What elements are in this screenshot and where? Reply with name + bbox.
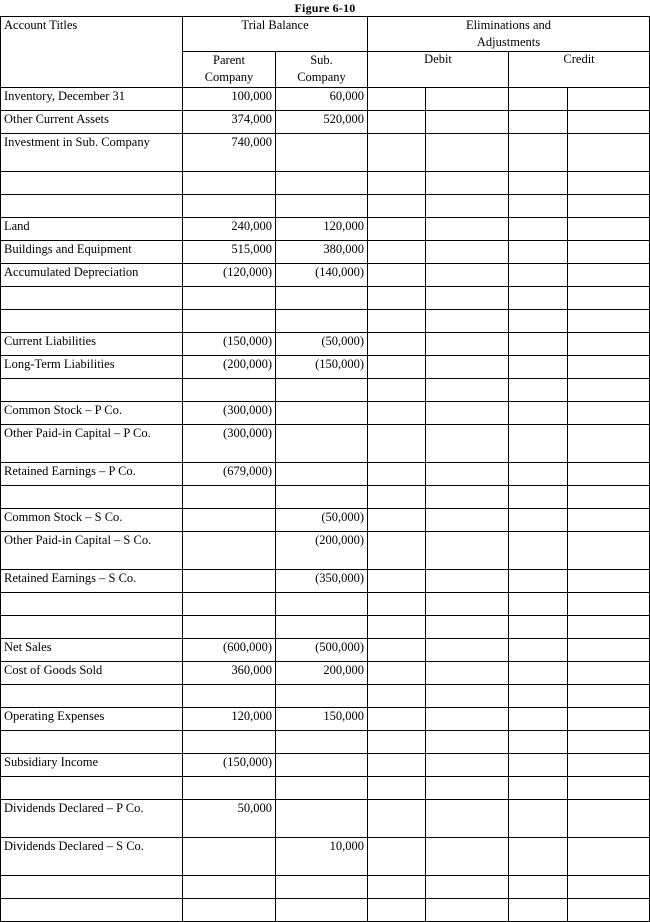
account-title-cell[interactable]: Other Current Assets [1,111,183,134]
account-title-cell[interactable]: Current Liabilities [1,333,183,356]
debit-cell-b[interactable] [426,685,509,708]
table-row [1,509,650,532]
debit-cell-b[interactable] [426,616,509,639]
sub-company-cell[interactable]: (200,000) [276,532,368,570]
eliminations-line-2: Adjustments [476,35,541,49]
credit-cell-a[interactable] [509,570,568,593]
sub-company-cell[interactable] [276,731,368,754]
credit-cell-b[interactable] [568,639,650,662]
debit-cell-a[interactable] [368,218,426,241]
debit-cell-a[interactable] [368,639,426,662]
debit-cell-b[interactable] [426,708,509,731]
sub-company-cell[interactable]: 380,000 [276,241,368,264]
parent-company-cell[interactable] [183,172,276,195]
credit-cell-b[interactable] [568,402,650,425]
table-row [1,777,650,800]
account-title-cell[interactable]: Land [1,218,183,241]
credit-cell-b[interactable] [568,899,650,922]
column-header-credit: Credit [509,52,650,88]
credit-cell-a[interactable] [509,88,568,111]
credit-cell-a[interactable] [509,838,568,876]
parent-company-cell[interactable]: (120,000) [183,264,276,287]
table-row [1,899,650,922]
parent-company-cell[interactable]: 120,000 [183,708,276,731]
parent-company-cell[interactable]: (200,000) [183,356,276,379]
debit-cell-b[interactable] [426,88,509,111]
account-title-cell[interactable] [1,287,183,310]
credit-cell-a[interactable] [509,509,568,532]
credit-cell-a[interactable] [509,662,568,685]
debit-cell-a[interactable] [368,899,426,922]
table-row [1,616,650,639]
table-row [1,310,650,333]
parent-company-cell[interactable] [183,838,276,876]
sub-company-cell[interactable]: 200,000 [276,662,368,685]
credit-cell-b[interactable] [568,685,650,708]
credit-cell-b[interactable] [568,593,650,616]
debit-cell-b[interactable] [426,379,509,402]
account-title-cell[interactable]: Other Paid-in Capital – S Co. [1,532,183,570]
debit-cell-b[interactable] [426,402,509,425]
account-title-cell[interactable]: Accumulated Depreciation [1,264,183,287]
table-row [1,195,650,218]
account-title-cell[interactable] [1,616,183,639]
table-row [1,463,650,486]
credit-cell-a[interactable] [509,731,568,754]
credit-cell-a[interactable] [509,356,568,379]
sub-company-cell[interactable] [276,777,368,800]
credit-cell-a[interactable] [509,425,568,463]
debit-cell-b[interactable] [426,310,509,333]
parent-company-cell[interactable] [183,287,276,310]
credit-cell-b[interactable] [568,662,650,685]
parent-company-cell[interactable] [183,310,276,333]
credit-cell-a[interactable] [509,708,568,731]
credit-cell-b[interactable] [568,486,650,509]
table-row [1,754,650,777]
parent-company-cell[interactable]: 50,000 [183,800,276,838]
parent-company-cell[interactable]: 100,000 [183,88,276,111]
debit-cell-a[interactable] [368,111,426,134]
account-title-cell[interactable] [1,172,183,195]
table-row [1,685,650,708]
parent-company-cell[interactable] [183,486,276,509]
debit-cell-a[interactable] [368,134,426,172]
credit-cell-b[interactable] [568,287,650,310]
debit-cell-b[interactable] [426,731,509,754]
parent-company-cell[interactable] [183,532,276,570]
sub-company-cell[interactable]: (350,000) [276,570,368,593]
credit-cell-b[interactable] [568,356,650,379]
debit-cell-a[interactable] [368,264,426,287]
debit-cell-a[interactable] [368,570,426,593]
table-header [1,17,650,88]
debit-cell-a[interactable] [368,356,426,379]
sub-company-cell[interactable] [276,134,368,172]
account-title-cell[interactable]: Retained Earnings – P Co. [1,463,183,486]
parent-company-cell[interactable] [183,195,276,218]
table-row [1,731,650,754]
debit-cell-b[interactable] [426,899,509,922]
sub-company-cell[interactable] [276,616,368,639]
debit-cell-b[interactable] [426,195,509,218]
parent-company-cell[interactable] [183,509,276,532]
sub-company-cell[interactable]: 10,000 [276,838,368,876]
sub-line-1: Sub. [310,53,333,67]
debit-cell-a[interactable] [368,685,426,708]
table-row [1,593,650,616]
account-title-cell[interactable]: Retained Earnings – S Co. [1,570,183,593]
credit-cell-b[interactable] [568,333,650,356]
debit-cell-b[interactable] [426,111,509,134]
table-row [1,708,650,731]
account-title-cell[interactable] [1,379,183,402]
debit-cell-b[interactable] [426,463,509,486]
credit-cell-a[interactable] [509,754,568,777]
table-row [1,570,650,593]
credit-cell-a[interactable] [509,486,568,509]
debit-cell-b[interactable] [426,838,509,876]
sub-company-cell[interactable]: (140,000) [276,264,368,287]
credit-cell-a[interactable] [509,218,568,241]
debit-cell-b[interactable] [426,662,509,685]
debit-cell-b[interactable] [426,218,509,241]
parent-company-cell[interactable] [183,593,276,616]
table-row [1,425,650,463]
credit-cell-a[interactable] [509,777,568,800]
parent-company-cell[interactable]: 740,000 [183,134,276,172]
column-header-parent-company [183,52,276,88]
credit-cell-b[interactable] [568,425,650,463]
parent-company-cell[interactable]: 515,000 [183,241,276,264]
sub-company-cell[interactable]: 520,000 [276,111,368,134]
debit-cell-b[interactable] [426,570,509,593]
table-row [1,111,650,134]
debit-cell-a[interactable] [368,241,426,264]
table-row [1,402,650,425]
credit-cell-a[interactable] [509,532,568,570]
credit-cell-b[interactable] [568,88,650,111]
table-row [1,662,650,685]
table-row [1,838,650,876]
parent-company-cell[interactable]: 240,000 [183,218,276,241]
parent-company-cell[interactable] [183,685,276,708]
page-title: Figure 6-10 [294,1,356,15]
table-row [1,356,650,379]
parent-company-cell[interactable]: (300,000) [183,402,276,425]
account-title-cell[interactable]: Long-Term Liabilities [1,356,183,379]
sub-company-cell[interactable] [276,800,368,838]
table-row [1,264,650,287]
debit-cell-a[interactable] [368,708,426,731]
sub-company-cell[interactable]: (500,000) [276,639,368,662]
debit-cell-a[interactable] [368,593,426,616]
debit-cell-a[interactable] [368,800,426,838]
table-row [1,88,650,111]
credit-cell-b[interactable] [568,310,650,333]
parent-line-2: Company [204,70,254,84]
table-row [1,800,650,838]
header-row-group [1,17,650,52]
debit-cell-a[interactable] [368,88,426,111]
credit-cell-b[interactable] [568,172,650,195]
sub-company-cell[interactable] [276,754,368,777]
table-row [1,218,650,241]
credit-cell-b[interactable] [568,731,650,754]
account-title-cell[interactable] [1,593,183,616]
column-header-eliminations [368,17,650,52]
sub-company-cell[interactable] [276,463,368,486]
account-title-cell[interactable] [1,731,183,754]
sub-company-cell[interactable]: 150,000 [276,708,368,731]
account-title-cell[interactable]: Net Sales [1,639,183,662]
debit-cell-a[interactable] [368,402,426,425]
debit-cell-b[interactable] [426,264,509,287]
parent-company-cell[interactable]: 374,000 [183,111,276,134]
account-title-cell[interactable]: Buildings and Equipment [1,241,183,264]
credit-cell-a[interactable] [509,310,568,333]
credit-cell-a[interactable] [509,195,568,218]
debit-cell-b[interactable] [426,333,509,356]
credit-cell-b[interactable] [568,379,650,402]
parent-company-cell[interactable]: (150,000) [183,754,276,777]
credit-cell-a[interactable] [509,241,568,264]
table-row [1,287,650,310]
sub-company-cell[interactable]: 60,000 [276,88,368,111]
consolidation-worksheet [0,16,650,922]
account-title-cell[interactable] [1,899,183,922]
credit-cell-b[interactable] [568,616,650,639]
credit-cell-a[interactable] [509,800,568,838]
account-title-cell[interactable] [1,777,183,800]
parent-company-cell[interactable] [183,777,276,800]
table-row [1,333,650,356]
account-title-cell[interactable]: Other Paid-in Capital – P Co. [1,425,183,463]
eliminations-line-1: Eliminations and [465,18,552,32]
credit-cell-a[interactable] [509,111,568,134]
debit-cell-a[interactable] [368,777,426,800]
account-title-cell[interactable] [1,195,183,218]
account-title-cell[interactable]: Common Stock – S Co. [1,509,183,532]
credit-cell-a[interactable] [509,639,568,662]
parent-company-cell[interactable]: (600,000) [183,639,276,662]
debit-cell-b[interactable] [426,356,509,379]
credit-cell-b[interactable] [568,111,650,134]
column-header-trial-balance: Trial Balance [183,17,368,52]
debit-cell-a[interactable] [368,310,426,333]
credit-cell-b[interactable] [568,532,650,570]
credit-cell-b[interactable] [568,777,650,800]
account-title-cell[interactable]: Investment in Sub. Company [1,134,183,172]
credit-cell-a[interactable] [509,463,568,486]
debit-cell-a[interactable] [368,532,426,570]
table-row [1,486,650,509]
sub-company-cell[interactable] [276,593,368,616]
debit-cell-a[interactable] [368,509,426,532]
sub-company-cell[interactable] [276,685,368,708]
debit-cell-b[interactable] [426,134,509,172]
credit-cell-b[interactable] [568,838,650,876]
debit-cell-b[interactable] [426,509,509,532]
table-row [1,134,650,172]
table-row [1,241,650,264]
account-title-cell[interactable]: Operating Expenses [1,708,183,731]
account-title-cell[interactable]: Dividends Declared – S Co. [1,838,183,876]
credit-cell-a[interactable] [509,264,568,287]
credit-cell-a[interactable] [509,172,568,195]
sub-company-cell[interactable] [276,425,368,463]
parent-company-cell[interactable] [183,570,276,593]
debit-cell-b[interactable] [426,486,509,509]
column-header-account-titles: Account Titles [1,17,183,88]
sub-company-cell[interactable]: (50,000) [276,509,368,532]
debit-cell-a[interactable] [368,425,426,463]
credit-cell-b[interactable] [568,800,650,838]
table-row [1,379,650,402]
parent-company-cell[interactable]: (150,000) [183,333,276,356]
account-title-cell[interactable]: Inventory, December 31 [1,88,183,111]
credit-cell-b[interactable] [568,570,650,593]
table-body [1,88,650,922]
credit-cell-b[interactable] [568,134,650,172]
credit-cell-a[interactable] [509,899,568,922]
sub-company-cell[interactable] [276,287,368,310]
debit-cell-a[interactable] [368,287,426,310]
debit-cell-b[interactable] [426,639,509,662]
debit-cell-b[interactable] [426,800,509,838]
credit-cell-a[interactable] [509,287,568,310]
parent-company-cell[interactable]: 360,000 [183,662,276,685]
credit-cell-a[interactable] [509,593,568,616]
debit-cell-b[interactable] [426,425,509,463]
sub-company-cell[interactable] [276,172,368,195]
credit-cell-b[interactable] [568,218,650,241]
debit-cell-a[interactable] [368,754,426,777]
sub-company-cell[interactable]: (50,000) [276,333,368,356]
parent-line-1: Parent [213,53,245,67]
credit-cell-a[interactable] [509,616,568,639]
debit-cell-a[interactable] [368,333,426,356]
table-row [1,172,650,195]
sub-company-cell[interactable] [276,195,368,218]
sub-line-2: Company [297,70,346,84]
credit-cell-b[interactable] [568,754,650,777]
parent-company-cell[interactable] [183,379,276,402]
column-header-sub-company [276,52,368,88]
credit-cell-a[interactable] [509,685,568,708]
debit-cell-a[interactable] [368,379,426,402]
sub-company-cell[interactable]: (150,000) [276,356,368,379]
sub-company-cell[interactable] [276,899,368,922]
credit-cell-b[interactable] [568,241,650,264]
account-title-cell[interactable]: Subsidiary Income [1,754,183,777]
parent-company-cell[interactable] [183,731,276,754]
debit-cell-a[interactable] [368,731,426,754]
debit-cell-b[interactable] [426,777,509,800]
account-title-cell[interactable]: Common Stock – P Co. [1,402,183,425]
credit-cell-b[interactable] [568,195,650,218]
debit-cell-a[interactable] [368,616,426,639]
credit-cell-b[interactable] [568,463,650,486]
credit-cell-a[interactable] [509,379,568,402]
account-title-cell[interactable] [1,310,183,333]
credit-cell-b[interactable] [568,509,650,532]
parent-company-cell[interactable]: (300,000) [183,425,276,463]
debit-cell-b[interactable] [426,172,509,195]
debit-cell-b[interactable] [426,593,509,616]
account-title-cell[interactable]: Dividends Declared – P Co. [1,800,183,838]
sub-company-cell[interactable] [276,486,368,509]
credit-cell-b[interactable] [568,708,650,731]
sub-company-cell[interactable] [276,402,368,425]
account-title-cell[interactable]: Cost of Goods Sold [1,662,183,685]
account-title-cell[interactable] [1,685,183,708]
account-title-cell[interactable] [1,486,183,509]
debit-cell-a[interactable] [368,838,426,876]
debit-cell-a[interactable] [368,172,426,195]
sub-company-cell[interactable] [276,379,368,402]
column-header-debit: Debit [368,52,509,88]
debit-cell-b[interactable] [426,287,509,310]
credit-cell-a[interactable] [509,333,568,356]
credit-cell-a[interactable] [509,134,568,172]
debit-cell-a[interactable] [368,486,426,509]
parent-company-cell[interactable] [183,616,276,639]
parent-company-cell[interactable]: (679,000) [183,463,276,486]
debit-cell-a[interactable] [368,195,426,218]
debit-cell-b[interactable] [426,532,509,570]
debit-cell-b[interactable] [426,754,509,777]
debit-cell-a[interactable] [368,662,426,685]
table-row [1,639,650,662]
debit-cell-a[interactable] [368,463,426,486]
parent-company-cell[interactable] [183,899,276,922]
table-row [1,532,650,570]
debit-cell-b[interactable] [426,241,509,264]
sub-company-cell[interactable]: 120,000 [276,218,368,241]
sub-company-cell[interactable] [276,310,368,333]
credit-cell-a[interactable] [509,402,568,425]
credit-cell-b[interactable] [568,264,650,287]
